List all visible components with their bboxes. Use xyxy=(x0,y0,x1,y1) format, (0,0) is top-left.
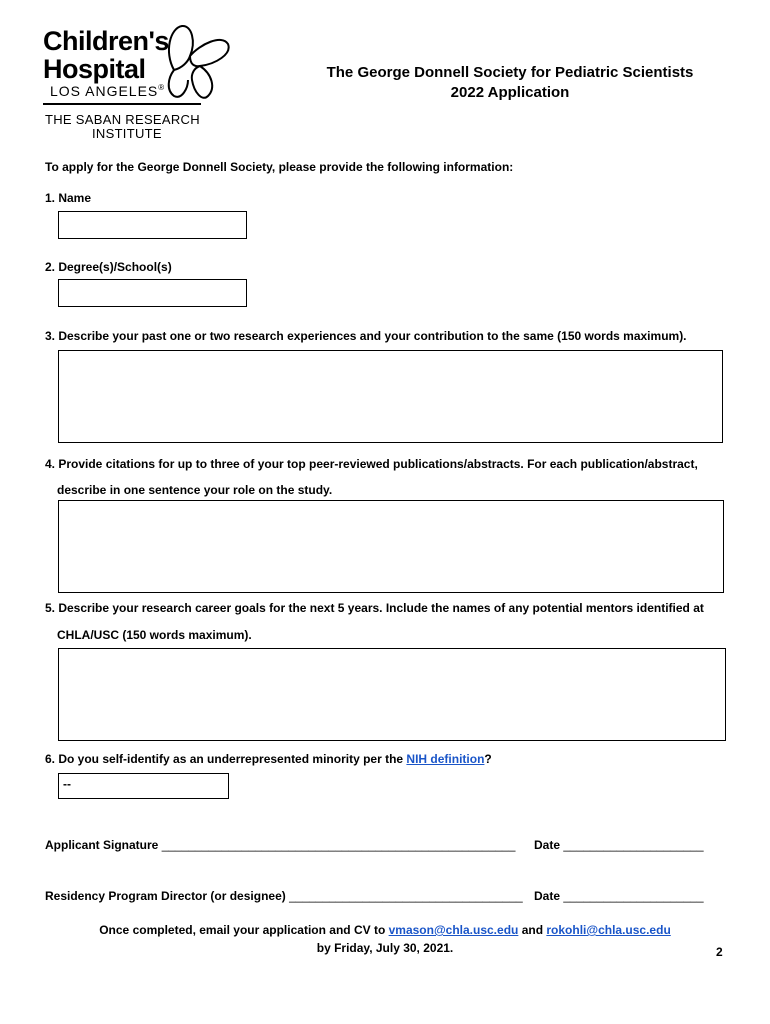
degree-school-field[interactable] xyxy=(58,279,247,307)
intro-text: To apply for the George Donnell Society, please provide the following information: xyxy=(45,160,514,174)
nih-definition-link[interactable]: NIH definition xyxy=(406,752,485,766)
director-signature-row xyxy=(45,889,523,903)
applicant-date-line[interactable]: _____________________ xyxy=(563,838,704,852)
question-4-label-line1: 4. Provide citations for up to three of your top peer-reviewed publications/abstracts. For each publication/abstract, xyxy=(45,457,698,471)
question-3-label: 3. Describe your past one or two research experiences and your contribution to the same (150 words maximum). xyxy=(45,329,687,343)
question-6-prefix: 6. Do you self-identify as an underrepresented minority per the xyxy=(45,752,407,766)
question-6-label xyxy=(45,752,492,766)
applicant-signature-line[interactable]: _____________________________________________________ xyxy=(161,838,516,852)
director-signature-line[interactable]: ___________________________________ xyxy=(289,889,523,903)
email-link-rokohli[interactable]: rokohli@chla.usc.edu xyxy=(546,923,671,937)
logo-line3-text: LOS ANGELES xyxy=(50,83,159,99)
director-date-label: Date xyxy=(534,889,561,903)
submission-instructions xyxy=(0,923,770,937)
question-2-label: 2. Degree(s)/School(s) xyxy=(45,260,172,274)
question-1-label: 1. Name xyxy=(45,191,92,205)
question-5-label-line1: 5. Describe your research career goals for the next 5 years. Include the names of any potential mentors identified at xyxy=(45,601,704,615)
submission-deadline: by Friday, July 30, 2021. xyxy=(316,941,454,955)
page-title: The George Donnell Society for Pediatric Scientists xyxy=(326,64,694,81)
email-link-vmason[interactable]: vmason@chla.usc.edu xyxy=(388,923,519,937)
applicant-signature-label: Applicant Signature xyxy=(45,838,159,852)
name-field[interactable] xyxy=(58,211,247,239)
page-number: 2 xyxy=(716,945,723,959)
career-goals-field[interactable] xyxy=(58,648,726,741)
logo-sub2: INSTITUTE xyxy=(92,126,162,141)
applicant-signature-row xyxy=(45,838,515,852)
director-date-row xyxy=(534,889,704,903)
applicant-date-label: Date xyxy=(534,838,561,852)
logo-line3 xyxy=(50,84,165,98)
logo-line1: Children's xyxy=(43,26,169,56)
applicant-date-row xyxy=(534,838,704,852)
question-6-suffix: ? xyxy=(484,752,492,766)
registered-mark: ® xyxy=(158,83,166,92)
footer-prefix: Once completed, email your application and CV to xyxy=(99,923,389,937)
research-experience-field[interactable] xyxy=(58,350,723,443)
footer-and: and xyxy=(518,923,547,937)
logo-divider xyxy=(43,103,201,105)
question-4-label-line2: describe in one sentence your role on the study. xyxy=(57,483,333,497)
citations-field[interactable] xyxy=(58,500,724,593)
logo-sub1: THE SABAN RESEARCH xyxy=(45,112,200,127)
logo-line2: Hospital xyxy=(43,54,146,84)
page-subtitle: 2022 Application xyxy=(450,84,570,101)
director-date-line[interactable]: _____________________ xyxy=(563,889,704,903)
butterfly-icon xyxy=(160,22,232,104)
question-5-label-line2: CHLA/USC (150 words maximum). xyxy=(57,628,252,642)
minority-select[interactable]: -- xyxy=(58,773,229,799)
director-signature-label: Residency Program Director (or designee) xyxy=(45,889,286,903)
